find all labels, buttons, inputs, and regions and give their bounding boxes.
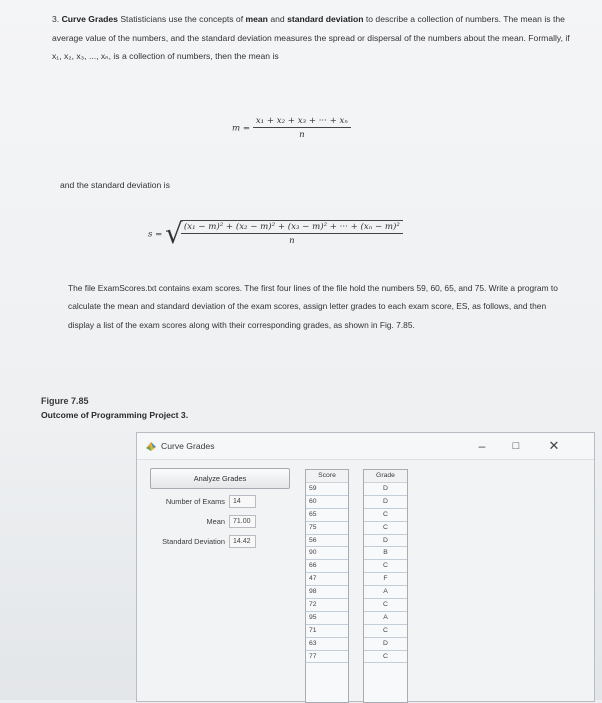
title-bar[interactable] xyxy=(137,433,594,460)
grade-row[interactable]: F xyxy=(364,573,407,586)
grade-row[interactable]: D xyxy=(364,483,407,496)
maximize-button[interactable]: □ xyxy=(512,440,520,452)
score-row[interactable]: 56 xyxy=(306,535,348,548)
grade-row[interactable]: C xyxy=(364,651,407,664)
score-row[interactable]: 63 xyxy=(306,638,348,651)
grade-row[interactable]: A xyxy=(364,612,407,625)
score-row[interactable]: 95 xyxy=(306,612,348,625)
grade-row[interactable]: D xyxy=(364,535,407,548)
score-row[interactable]: 75 xyxy=(306,522,348,535)
figure-caption: Outcome of Programming Project 3. xyxy=(41,410,189,420)
analyze-grades-button[interactable]: Analyze Grades xyxy=(150,468,290,489)
score-row[interactable]: 66 xyxy=(306,560,348,573)
score-row[interactable]: 60 xyxy=(306,496,348,509)
grade-header: Grade xyxy=(364,470,407,483)
window-title: Curve Grades xyxy=(161,441,215,451)
problem-heading: Curve Grades xyxy=(61,14,118,24)
mean-formula: m = $\frac{\text{x₁ + x₂ + x₃ + ··· + xₙ}}{n}$ xyxy=(232,116,351,140)
score-row[interactable]: 59 xyxy=(306,483,348,496)
score-header: Score xyxy=(306,470,348,483)
minimize-button[interactable]: – xyxy=(478,439,486,453)
score-row[interactable]: 71 xyxy=(306,625,348,638)
problem-number: 3. xyxy=(52,14,60,24)
mean-label: Mean xyxy=(206,517,225,526)
grade-row[interactable]: D xyxy=(364,638,407,651)
score-row[interactable]: 72 xyxy=(306,599,348,612)
grade-row[interactable]: A xyxy=(364,586,407,599)
grade-list[interactable] xyxy=(363,469,408,703)
grade-row[interactable]: D xyxy=(364,496,407,509)
num-exams-field[interactable]: 14 xyxy=(229,495,256,508)
grade-row[interactable]: C xyxy=(364,560,407,573)
problem-statement: 3. Curve Grades Statisticians use the concepts of mean and standard deviation to describe a collection of numbers. The mean is the average value of the numbers, and the standard deviation measures the spread or dispersal of the numbers about the mean. Formally, if x₁, x₂, x₃, ..., xₙ, is a collection of numbers, then the mean is xyxy=(52,14,570,61)
sd-field[interactable]: 14.42 xyxy=(229,535,256,548)
figure-number: Figure 7.85 xyxy=(41,396,89,406)
score-list[interactable] xyxy=(305,469,349,703)
sd-intro: and the standard deviation is xyxy=(60,180,170,190)
grade-row[interactable]: B xyxy=(364,547,407,560)
num-exams-label: Number of Exams xyxy=(165,497,225,506)
grade-row[interactable]: C xyxy=(364,599,407,612)
exam-scores-paragraph: The file ExamScores.txt contains exam scores. The first four lines of the file hold the numbers 59, 60, 65, and 75. Write a program to calculate the mean and standard deviation of the exam scores, assign letter grades to each exam score, ES, as follows, and then display a list of the exam scores along with their corresponding grades, as shown in Fig. 7.85. xyxy=(68,283,558,330)
sqrt-symbol: √ xyxy=(165,217,183,250)
app-icon xyxy=(145,440,157,452)
score-row[interactable]: 98 xyxy=(306,586,348,599)
score-row[interactable]: 77 xyxy=(306,651,348,664)
score-row[interactable]: 90 xyxy=(306,547,348,560)
score-row[interactable]: 47 xyxy=(306,573,348,586)
close-button[interactable]: ✕ xyxy=(548,438,560,453)
grade-row[interactable]: C xyxy=(364,522,407,535)
grade-row[interactable]: C xyxy=(364,625,407,638)
curve-grades-window xyxy=(136,432,595,702)
sd-formula: s = √ $\frac{\text{(x₁ − m)² + (x₂ − m)² + (x₃ − m)² + ··· + (xₙ − m)²}}{n}$ xyxy=(148,220,403,248)
grade-row[interactable]: C xyxy=(364,509,407,522)
sd-label: Standard Deviation xyxy=(162,537,225,546)
mean-field[interactable]: 71.00 xyxy=(229,515,256,528)
score-row[interactable]: 65 xyxy=(306,509,348,522)
